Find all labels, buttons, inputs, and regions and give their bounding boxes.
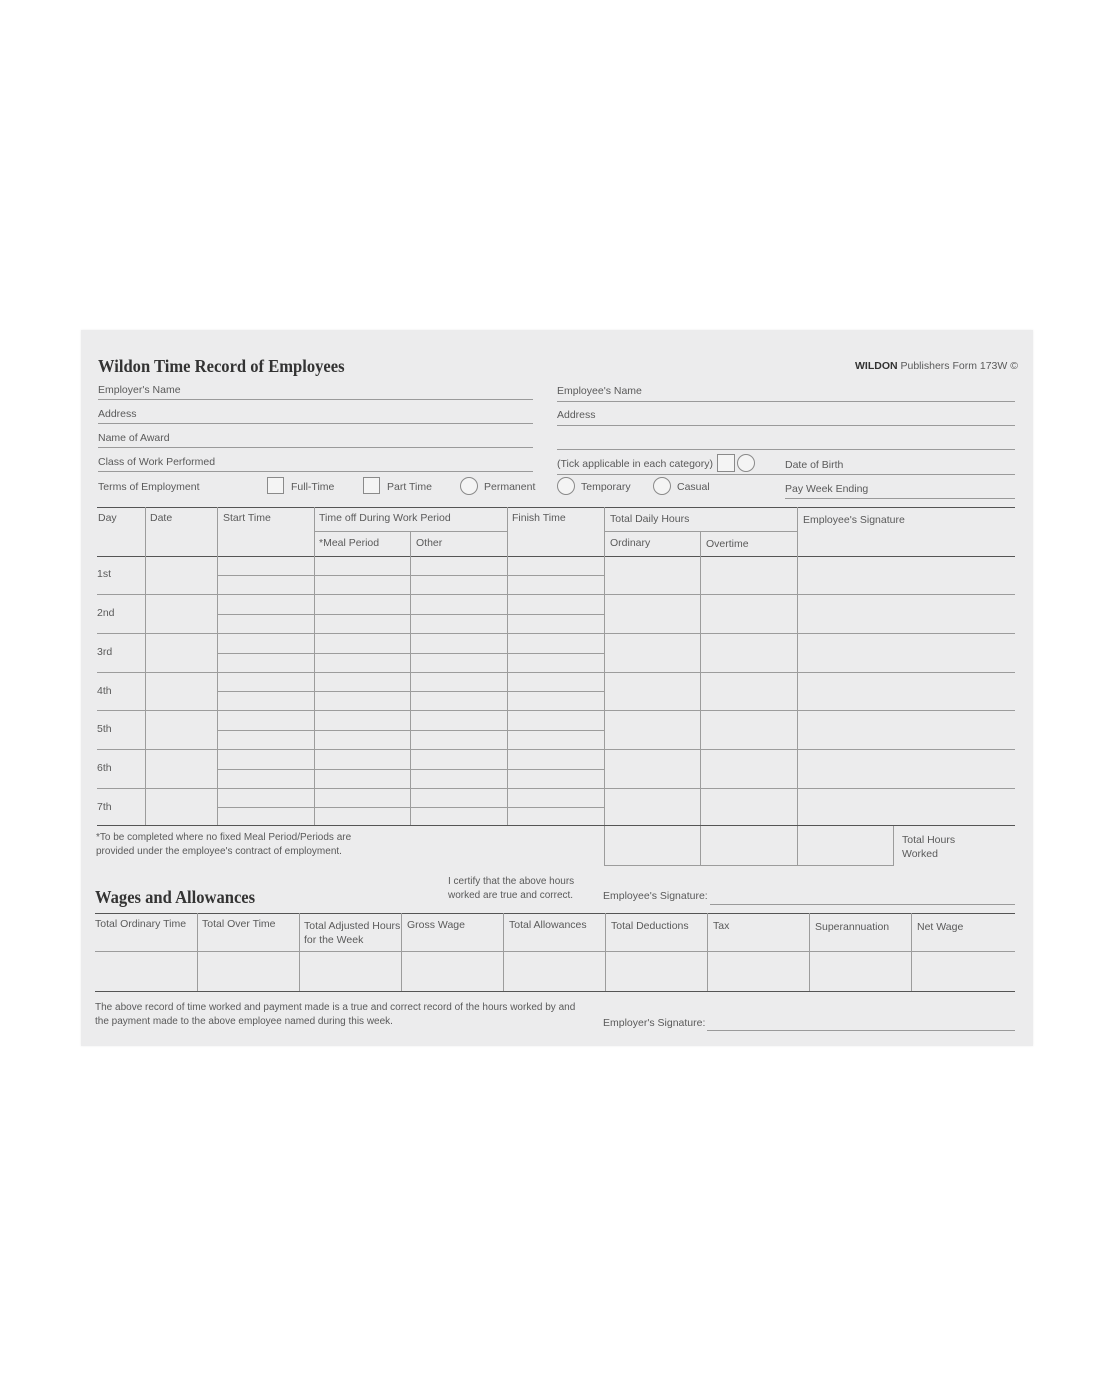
wages-col-superannuation: Superannuation xyxy=(815,921,890,933)
wages-divider xyxy=(503,913,504,991)
employee-address-label: Address xyxy=(557,409,596,421)
wages-col-total-ordinary-time: Total Ordinary Time xyxy=(95,918,187,930)
wages-col-gross-wage: Gross Wage xyxy=(407,919,465,931)
header-date: Date xyxy=(150,512,173,524)
footer-statement: The above record of time worked and payment made is a true and correct record of the hours worked by and the payment made to the above employee named during this week. xyxy=(95,1002,576,1027)
header-ordinary: Ordinary xyxy=(610,537,651,549)
part-time-label: Part Time xyxy=(387,481,432,493)
header-time-off: Time off During Work Period xyxy=(319,512,451,524)
casual-label: Casual xyxy=(677,481,710,493)
certify-employee-signature-label: Employee's Signature: xyxy=(603,890,708,902)
header-finish-time: Finish Time xyxy=(512,512,566,524)
publisher-form-number: Publishers Form 173W © xyxy=(900,360,1018,372)
wages-title: Wages and Allowances xyxy=(95,887,256,907)
header-start-time: Start Time xyxy=(223,512,271,524)
wages-header-rule xyxy=(95,951,1015,952)
day-label: 2nd xyxy=(97,607,115,619)
pay-week-ending-label: Pay Week Ending xyxy=(785,483,869,495)
wages-divider xyxy=(911,913,912,991)
wages-bottom-rule xyxy=(95,991,1015,992)
wages-divider xyxy=(299,913,300,991)
wages-col-total-allowances: Total Allowances xyxy=(509,919,587,931)
employer-name-label: Employer's Name xyxy=(98,384,181,396)
permanent-label: Permanent xyxy=(484,481,536,493)
wages-divider xyxy=(707,913,708,991)
wages-col-tax: Tax xyxy=(713,920,730,932)
date-of-birth-label: Date of Birth xyxy=(785,459,844,471)
wages-top-rule xyxy=(95,913,1015,914)
certify-statement: I certify that the above hours worked are true and correct. xyxy=(448,876,575,901)
timesheet-form xyxy=(81,330,1033,1046)
day-label: 4th xyxy=(97,685,112,697)
award-name-label: Name of Award xyxy=(98,432,170,444)
wages-col-net-wage: Net Wage xyxy=(917,921,964,933)
wages-col-adjusted-hours: Total Adjusted Hours for the Week xyxy=(304,920,401,946)
day-label: 5th xyxy=(97,723,112,735)
wages-col-total-deductions: Total Deductions xyxy=(611,920,689,932)
employee-name-label: Employee's Name xyxy=(557,385,642,397)
form-title: Wildon Time Record of Employees xyxy=(98,356,345,376)
full-time-label: Full-Time xyxy=(291,481,335,493)
wages-divider xyxy=(197,913,198,991)
wages-table xyxy=(81,330,1033,1046)
header-day: Day xyxy=(98,512,117,524)
total-hours-worked-label: Total Hours Worked xyxy=(902,834,956,860)
meal-period-footnote: *To be completed where no fixed Meal Period/Periods are provided under the employee's contract of employment. xyxy=(96,832,352,857)
wages-divider xyxy=(605,913,606,991)
tick-note: (Tick applicable in each category) xyxy=(557,458,714,470)
header-total-daily-hours: Total Daily Hours xyxy=(610,513,690,525)
header-employee-signature: Employee's Signature xyxy=(803,514,905,526)
employer-signature-line[interactable] xyxy=(707,1030,1015,1031)
class-of-work-label: Class of Work Performed xyxy=(98,456,216,468)
header-other: Other xyxy=(416,537,443,549)
day-label: 1st xyxy=(97,568,112,580)
wages-col-total-over-time: Total Over Time xyxy=(202,918,276,930)
day-label: 7th xyxy=(97,801,112,813)
temporary-label: Temporary xyxy=(581,481,631,493)
wages-divider xyxy=(809,913,810,991)
day-label: 3rd xyxy=(97,646,113,658)
day-label: 6th xyxy=(97,762,112,774)
header-meal-period: *Meal Period xyxy=(319,537,380,549)
header-overtime: Overtime xyxy=(706,538,749,550)
publisher-brand: WILDON xyxy=(855,360,898,372)
employer-signature-label: Employer's Signature: xyxy=(603,1017,706,1029)
employer-address-label: Address xyxy=(98,408,137,420)
terms-of-employment-label: Terms of Employment xyxy=(98,481,200,493)
